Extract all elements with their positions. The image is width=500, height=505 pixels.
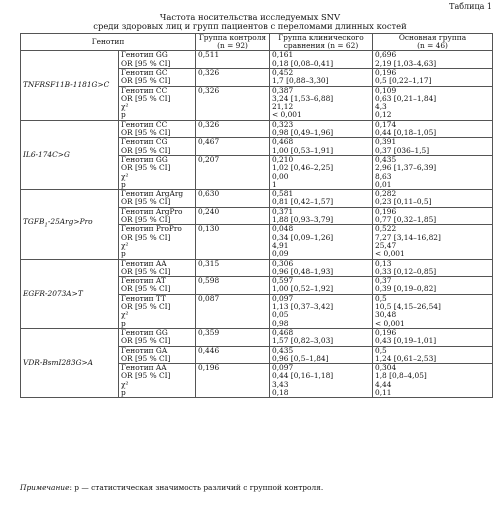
- main-value-cell: 0,304 1,8 [0,8–4,05] 4,44 0,11: [373, 364, 493, 398]
- control-value-cell: 0,326: [196, 86, 270, 120]
- table-row: [21, 328, 493, 346]
- table-body: [21, 51, 493, 398]
- header-control: Группа контроля (n = 92): [196, 34, 270, 51]
- header-main: Основная группа (n = 46): [373, 34, 493, 51]
- note-label: Примечание: [20, 483, 70, 492]
- control-value-cell: 0,087: [196, 294, 270, 328]
- title-line-1: Частота носительства исследуемых SNV: [159, 12, 341, 22]
- gene-name-cell: EGFR-2073A>T: [21, 259, 119, 328]
- title-line-2: среди здоровых лиц и групп пациентов с переломами длинных костей: [93, 21, 407, 32]
- genotype-label-cell: Генотип CC OR [95 % CI] χ² p: [119, 86, 196, 120]
- genotype-label-cell: Генотип CC OR [95 % CI]: [119, 120, 196, 138]
- clinical-value-cell: 0,048 0,34 [0,09–1,26] 4,91 0,09: [270, 225, 373, 259]
- main-value-cell: 0,522 7,27 [3,14–16,82] 25,47 < 0,001: [373, 225, 493, 259]
- main-value-cell: 0,174 0,44 [0,18–1,05]: [373, 120, 493, 138]
- genotype-label-cell: Генотип GG OR [95 % CI] χ² p: [119, 155, 196, 189]
- main-value-cell: 0,13 0,33 [0,12–0,85]: [373, 259, 493, 277]
- gene-name-cell: VDR-BsmI283G>A: [21, 328, 119, 397]
- table-row: [21, 259, 493, 277]
- table-row: [21, 51, 493, 69]
- clinical-value-cell: 0,435 0,96 [0,5–1,84]: [270, 346, 373, 364]
- table-note: [20, 483, 323, 492]
- control-value-cell: 0,598: [196, 277, 270, 295]
- genotype-label-cell: Генотип GA OR [95 % CI]: [119, 346, 196, 364]
- control-value-cell: 0,207: [196, 155, 270, 189]
- header-row: [21, 34, 493, 51]
- control-value-cell: 0,467: [196, 138, 270, 156]
- genotype-label-cell: Генотип ProPro OR [95 % CI] χ² p: [119, 225, 196, 259]
- clinical-value-cell: 0,597 1,00 [0,52–1,92]: [270, 277, 373, 295]
- genotype-label-cell: Генотип AA OR [95 % CI]: [119, 259, 196, 277]
- clinical-value-cell: 0,581 0,81 [0,42–1,57]: [270, 190, 373, 208]
- main-value-cell: 0,282 0,23 [0,11–0,5]: [373, 190, 493, 208]
- clinical-value-cell: 0,097 1,13 [0,37–3,42] 0,05 0,98: [270, 294, 373, 328]
- genotype-label-cell: Генотип AT OR [95 % CI]: [119, 277, 196, 295]
- genotype-label-cell: Генотип TT OR [95 % CI] χ² p: [119, 294, 196, 328]
- control-value-cell: 0,446: [196, 346, 270, 364]
- header-genotype: Генотип: [21, 34, 196, 51]
- note-text: : p — статистическая значимость различий с группой контроля.: [69, 483, 324, 492]
- main-value-cell: 0,5 10,5 [4,15–26,54] 30,48 < 0,001: [373, 294, 493, 328]
- table-row: [21, 190, 493, 208]
- gene-name-cell: IL6-174C>G: [21, 120, 119, 189]
- gene-name-cell: TNFRSF11B-1181G>C: [21, 51, 119, 120]
- genotype-label-cell: Генотип GG OR [95 % CI]: [119, 51, 196, 69]
- main-value-cell: 0,196 0,43 [0,19–1,01]: [373, 328, 493, 346]
- clinical-value-cell: 0,371 1,88 [0,93–3,79]: [270, 207, 373, 225]
- clinical-value-cell: 0,161 0,18 [0,08–0,41]: [270, 51, 373, 69]
- control-value-cell: 0,359: [196, 328, 270, 346]
- clinical-value-cell: 0,468 1,00 [0,53–1,91]: [270, 138, 373, 156]
- genotype-label-cell: Генотип ArgPro OR [95 % CI]: [119, 207, 196, 225]
- control-value-cell: 0,630: [196, 190, 270, 208]
- control-value-cell: 0,326: [196, 120, 270, 138]
- control-value-cell: 0,240: [196, 207, 270, 225]
- table-row: [21, 120, 493, 138]
- main-value-cell: 0,391 0,37 [036–1,5]: [373, 138, 493, 156]
- clinical-value-cell: 0,210 1,02 [0,46–2,25] 0,00 1: [270, 155, 373, 189]
- main-value-cell: 0,196 0,5 [0,22–1,17]: [373, 69, 493, 87]
- genotype-label-cell: Генотип GG OR [95 % CI]: [119, 328, 196, 346]
- table-title: [0, 13, 500, 31]
- clinical-value-cell: 0,306 0,96 [0,48–1,93]: [270, 259, 373, 277]
- header-clinical: Группа клинического сравнения (n = 62): [270, 34, 373, 51]
- main-value-cell: 0,5 1,24 [0,61–2,53]: [373, 346, 493, 364]
- clinical-value-cell: 0,387 3,24 [1,53–6,88] 21,12 < 0,001: [270, 86, 373, 120]
- main-value-cell: 0,696 2,19 [1,03–4,63]: [373, 51, 493, 69]
- data-table: [20, 33, 493, 398]
- control-value-cell: 0,130: [196, 225, 270, 259]
- clinical-value-cell: 0,452 1,7 [0,88–3,30]: [270, 69, 373, 87]
- control-value-cell: 0,196: [196, 364, 270, 398]
- control-value-cell: 0,511: [196, 51, 270, 69]
- clinical-value-cell: 0,468 1,57 [0,82–3,03]: [270, 328, 373, 346]
- genotype-label-cell: Генотип ArgArg OR [95 % CI]: [119, 190, 196, 208]
- clinical-value-cell: 0,323 0,98 [0,49–1,96]: [270, 120, 373, 138]
- control-value-cell: 0,326: [196, 69, 270, 87]
- table-number: Таблица 1: [449, 2, 492, 11]
- control-value-cell: 0,315: [196, 259, 270, 277]
- main-value-cell: 0,435 2,96 [1,37–6,39] 8,63 0,01: [373, 155, 493, 189]
- genotype-label-cell: Генотип CG OR [95 % CI]: [119, 138, 196, 156]
- main-value-cell: 0,109 0,63 [0,21–1,84] 4,3 0,12: [373, 86, 493, 120]
- genotype-label-cell: Генотип AA OR [95 % CI] χ² p: [119, 364, 196, 398]
- main-value-cell: 0,37 0,39 [0,19–0,82]: [373, 277, 493, 295]
- main-value-cell: 0,196 0,77 [0,32–1,85]: [373, 207, 493, 225]
- genotype-label-cell: Генотип GC OR [95 % CI]: [119, 69, 196, 87]
- clinical-value-cell: 0,097 0,44 [0,16–1,18] 3,43 0,18: [270, 364, 373, 398]
- gene-name-cell: $TGFB_1-25Arg>Pro$: [21, 190, 119, 259]
